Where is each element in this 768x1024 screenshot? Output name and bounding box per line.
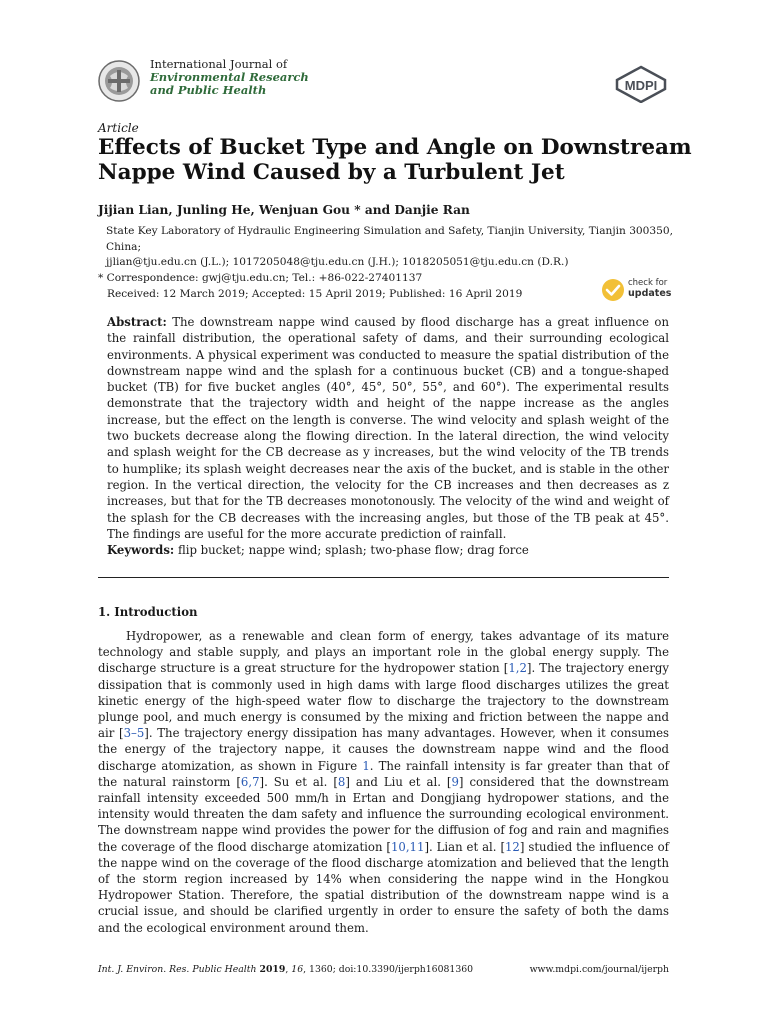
updates-label: updates [628, 288, 672, 299]
intro-text: ] considered that the downstream rainfall intensity exceeded 500 mm/h in Ertan and Dongjiang hydropower stations, and the intensity would threaten the dam safety and influence the surrounding ecological environment. The downstream nappe wind provides the power for the diffusion of fog and rain and magnifies the coverage of the flood discharge atomization [ [98, 774, 669, 854]
intro-text: ]. Lian et al. [ [424, 839, 505, 854]
journal-logo-icon [98, 60, 140, 102]
check-for-label: check for [628, 278, 668, 288]
mdpi-logo-text: MDPI [624, 78, 658, 93]
footer-volume: 16 [291, 964, 304, 975]
keywords-label: Keywords: [107, 543, 175, 557]
abstract-label: Abstract: [107, 315, 167, 329]
intro-text: ]. The trajectory energy dissipation that is commonly used in high dams with large flood discharges utilizes the great kinetic energy of the high-speed water flow to discharge the trajectory to the downstream plunge pool, and much energy is consumed by the mixing and friction between the nappe and air [ [98, 661, 670, 741]
correspondence: * Correspondence: gwj@tju.edu.cn; Tel.: +86-022-27401137 [98, 271, 423, 284]
section-heading: 1. Introduction [98, 605, 198, 619]
publication-dates: Received: 12 March 2019; Accepted: 15 April 2019; Published: 16 April 2019 [107, 288, 523, 300]
check-updates-icon [601, 278, 625, 302]
affiliation-block [98, 224, 678, 286]
citation-link[interactable]: 8 [337, 774, 346, 789]
check-for-updates-badge[interactable] [601, 276, 673, 304]
affiliation-line: State Key Laboratory of Hydraulic Engineering Simulation and Safety, Tianjin University, Tianjin 300350, China; [106, 225, 674, 253]
journal-name-line1: International Journal of [150, 57, 288, 71]
paper-title: Effects of Bucket Type and Angle on Downstream Nappe Wind Caused by a Turbulent Jet [98, 135, 692, 185]
journal-name-line3: and Public Health [150, 83, 267, 97]
intro-text: ]. The trajectory energy dissipation has many advantages. However, when it consumes the energy of the trajectory nappe, it causes the downstream nappe wind and the flood discharge atomization, as shown in Figure [98, 726, 669, 773]
footer-citation: Int. J. Environ. Res. Public Health 2019, 16, 1360; doi:10.3390/ijerph16081360 [98, 964, 474, 975]
intro-text: . The rainfall intensity is far greater than that of the natural rainstorm [ [98, 758, 669, 789]
footer-year: 2019 [259, 964, 286, 975]
intro-text: ]. Su et al. [ [259, 774, 338, 789]
intro-text: ] and Liu et al. [ [345, 774, 452, 789]
article-type: Article [98, 121, 139, 135]
introduction-paragraph [98, 628, 669, 936]
section-divider [98, 577, 669, 578]
affiliation-emails: jjlian@tju.edu.cn (J.L.); 1017205048@tju.edu.cn (J.H.); 1018205051@tju.edu.cn (D.R.) [106, 256, 569, 268]
citation-link[interactable]: 9 [451, 774, 459, 789]
author-list: Jijian Lian, Junling He, Wenjuan Gou * and Danjie Ran [98, 203, 470, 217]
abstract-text: The downstream nappe wind caused by flood discharge has a great influence on the rainfall distribution, the operational safety of dams, and their surrounding ecological environments. A physical experiment was conducted to measure the spatial distribution of the downstream nappe wind and the splash for a continuous bucket (CB) and a tongue-shaped bucket (TB) for five bucket angles (40°, 45°, 50°, 55°, and 60°). The experimental results demonstrate that the trajectory width and height of the nappe increase as the angles increase, but the effect on the length is converse. The wind velocity and splash weight of the two buckets decrease along the flowing direction. In the lateral direction, the wind velocity and splash weight for the CB decrease as y increases, but the wind velocity of the TB trends to humplike; its splash weight decreases near the axis of the bucket, and is stable in the other region. In the vertical direction, the velocity for the CB increases and then decreases as z increases, but that for the TB decreases monotonously. The velocity of the wind and weight of the splash for the CB decreases with the increasing angles, but those of the TB peak at 45°. The findings are useful for the more accurate prediction of rainfall. [107, 315, 669, 541]
citation-link[interactable]: 6,7 [240, 774, 260, 789]
citation-link[interactable]: 10,11 [390, 839, 425, 854]
figure-link[interactable]: 1 [362, 758, 370, 773]
intro-text: Hydropower, as a renewable and clean form of energy, takes advantage of its mature technology and stable supply, and plays an important role in the global energy supply. The discharge structure is a great structure for the hydropower station [ [98, 629, 669, 676]
intro-text: ] studied the influence of the nappe wind on the coverage of the flood discharge atomization and believed that the length of the storm region increased by 14% when considering the nappe wind in the Hongkou Hydropower Station. Therefore, the spatial distribution of the downstream nappe wind is a crucial issue, and should be clarified urgently in order to ensure the safety of both the dams and the ecological environment around them. [98, 839, 669, 935]
citation-link[interactable]: 12 [505, 839, 520, 854]
keywords [107, 543, 529, 557]
footer-doi: , 1360; doi:10.3390/ijerph16081360 [303, 964, 474, 975]
citation-link[interactable]: 1,2 [508, 661, 527, 676]
journal-name-line2: Environmental Research [150, 70, 309, 84]
journal-name [150, 58, 309, 97]
footer-url[interactable]: www.mdpi.com/journal/ijerph [529, 964, 669, 975]
keywords-text: flip bucket; nappe wind; splash; two-phase flow; drag force [177, 543, 529, 557]
abstract [107, 314, 669, 542]
mdpi-logo-icon [613, 65, 669, 103]
footer-journal: Int. J. Environ. Res. Public Health [98, 964, 257, 975]
citation-link[interactable]: 3–5 [123, 726, 145, 741]
